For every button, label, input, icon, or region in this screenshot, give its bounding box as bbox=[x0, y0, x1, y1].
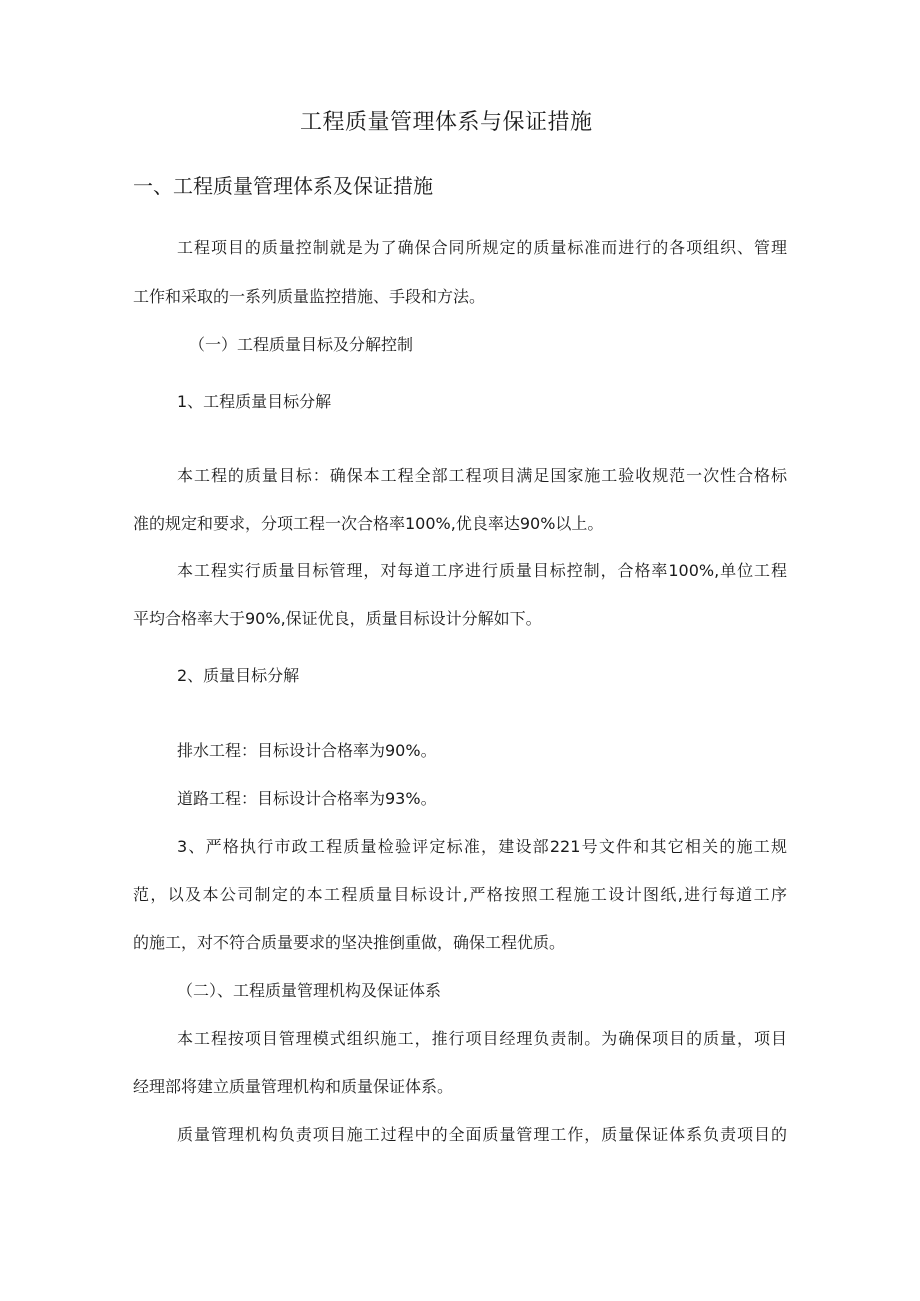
organization-paragraph-line-1: 本工程按项目管理模式组织施工，推行项目经理负责制。为确保项目的质量，项目 bbox=[177, 1029, 787, 1048]
road-target: 道路工程：目标设计合格率为93%。 bbox=[177, 789, 437, 808]
responsibility-paragraph-line-1: 质量管理机构负责项目施工过程中的全面质量管理工作，质量保证体系负责项目的 bbox=[177, 1125, 787, 1144]
section-heading: 一、工程质量管理体系及保证措施 bbox=[133, 174, 433, 198]
item-3-line-2: 范，以及本公司制定的本工程质量目标设计,严格按照工程施工设计图纸,进行每道工序 bbox=[133, 885, 787, 904]
goal-paragraph-line-1: 本工程的质量目标：确保本工程全部工程项目满足国家施工验收规范一次性合格标 bbox=[177, 466, 787, 485]
item-heading-2: 2、质量目标分解 bbox=[177, 666, 300, 685]
drainage-target: 排水工程：目标设计合格率为90%。 bbox=[177, 741, 437, 760]
intro-paragraph-line-2: 工作和采取的一系列质量监控措施、手段和方法。 bbox=[133, 287, 486, 306]
item-3-line-1: 3、严格执行市政工程质量检验评定标准，建设部221号文件和其它相关的施工规 bbox=[177, 837, 787, 856]
management-paragraph-line-1: 本工程实行质量目标管理，对每道工序进行质量目标控制，合格率100%,单位工程 bbox=[177, 561, 787, 580]
item-heading-1: 1、工程质量目标分解 bbox=[177, 392, 332, 411]
item-3-line-3: 的施工，对不符合质量要求的坚决推倒重做，确保工程优质。 bbox=[133, 933, 566, 952]
goal-paragraph-line-2: 准的规定和要求，分项工程一次合格率100%,优良率达90%以上。 bbox=[133, 514, 604, 533]
subsection-heading-2: （二）、工程质量管理机构及保证体系 bbox=[177, 981, 442, 1000]
management-paragraph-line-2: 平均合格率大于90%,保证优良，质量目标设计分解如下。 bbox=[133, 609, 542, 628]
intro-paragraph-line-1: 工程项目的质量控制就是为了确保合同所规定的质量标准而进行的各项组织、管理 bbox=[177, 238, 787, 257]
subsection-heading-1: （一）工程质量目标及分解控制 bbox=[189, 335, 414, 354]
document-title: 工程质量管理体系与保证措施 bbox=[300, 110, 593, 135]
organization-paragraph-line-2: 经理部将建立质量管理机构和质量保证体系。 bbox=[133, 1077, 454, 1096]
